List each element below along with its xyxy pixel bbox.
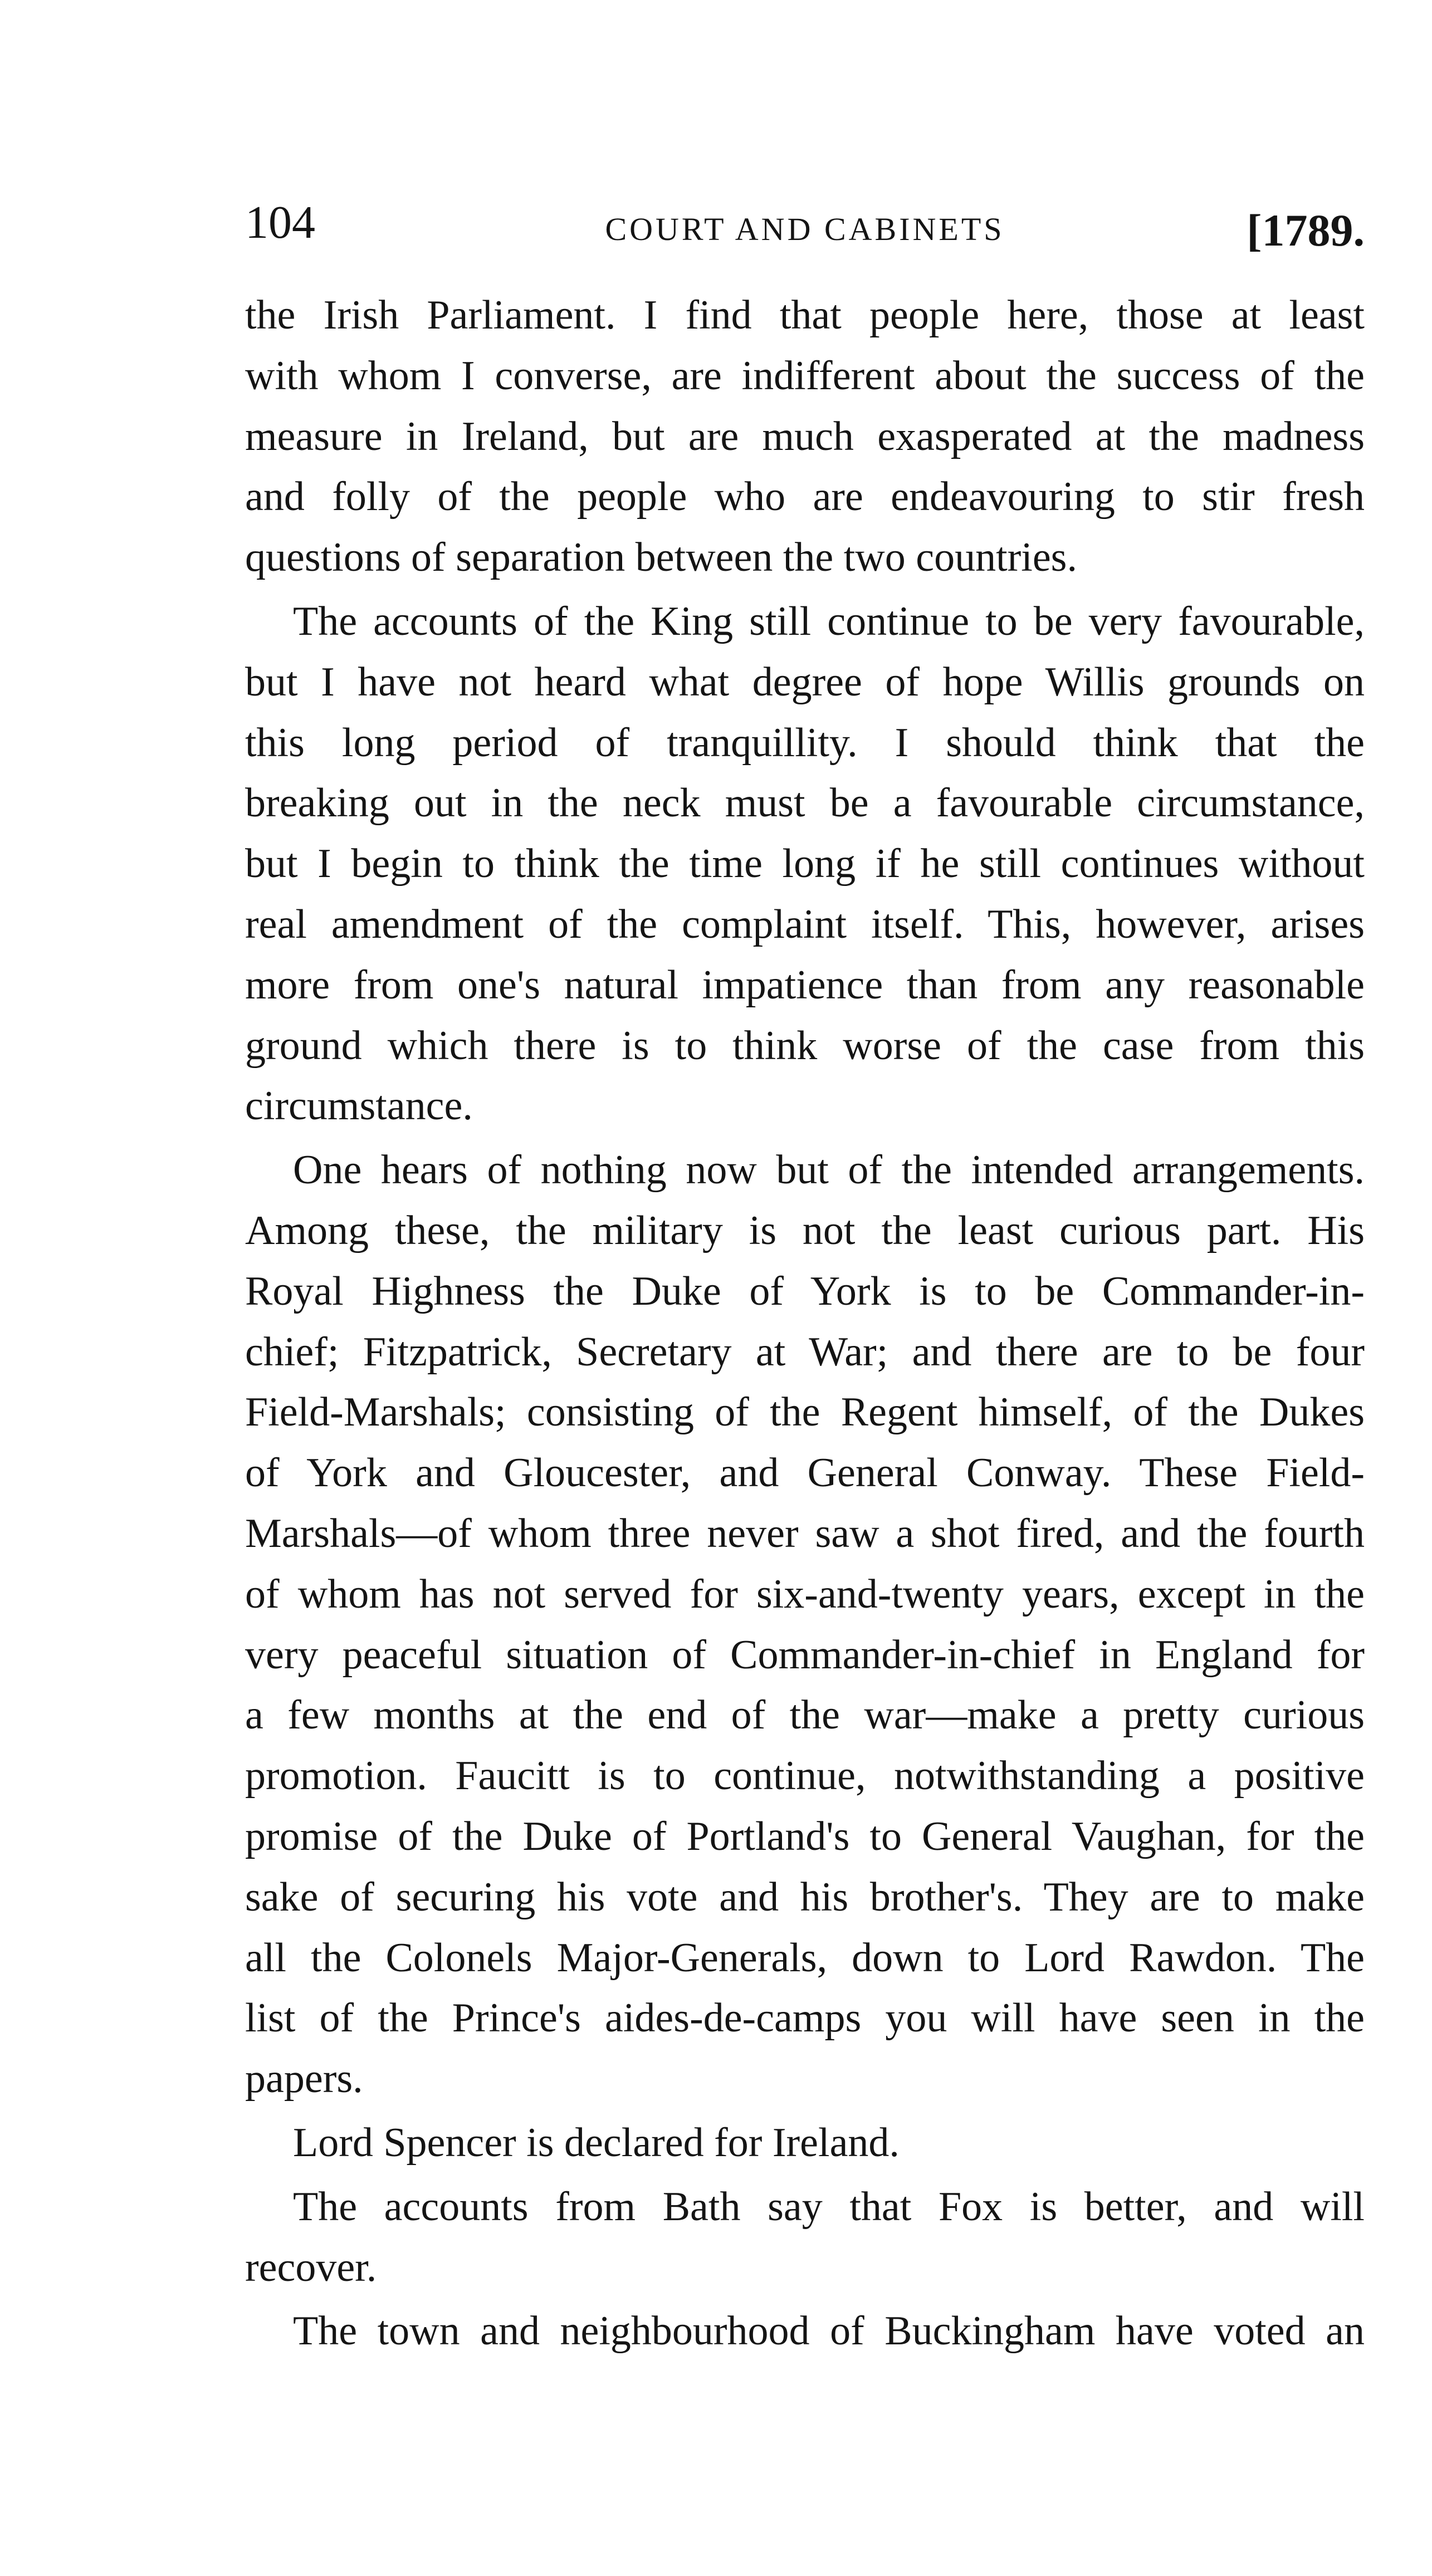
- text-line: The town and neighbourhood of Buckingham have voted an: [293, 2308, 1365, 2354]
- text-line: The accounts of the King still continue to be very favourable,: [293, 598, 1365, 644]
- text-line: Among these, the military is not the least curious part. His: [245, 1207, 1365, 1253]
- text-line: questions of separation between the two countries.: [245, 535, 1077, 581]
- text-line: promise of the Duke of Portland's to General Vaughan, for the: [245, 1813, 1365, 1859]
- year-marker: [1789.: [1247, 205, 1365, 256]
- text-line: and folly of the people who are endeavouring to stir fresh: [245, 474, 1365, 520]
- body-text: [245, 285, 1365, 2365]
- paragraph-1: [245, 285, 1365, 588]
- text-line: real amendment of the complaint itself. This, however, arises: [245, 901, 1365, 947]
- running-head: [245, 195, 1365, 262]
- text-line: Field-Marshals; consisting of the Regent himself, of the Dukes: [245, 1389, 1365, 1436]
- text-line: ground which there is to think worse of the case from this: [245, 1022, 1365, 1069]
- text-line: sake of securing his vote and his brother's. They are to make: [245, 1874, 1365, 1920]
- paragraph-3: [245, 1140, 1365, 2109]
- text-line: papers.: [245, 2056, 363, 2102]
- text-line: very peaceful situation of Commander-in-chief in England for: [245, 1632, 1365, 1678]
- text-line: list of the Prince's aides-de-camps you will have seen in the: [245, 1995, 1365, 2041]
- text-line: but I have not heard what degree of hope Willis grounds on: [245, 659, 1365, 705]
- text-line: Royal Highness the Duke of York is to be Commander-in-: [245, 1268, 1365, 1314]
- text-line: but I begin to think the time long if he still continues without: [245, 841, 1365, 887]
- text-line: One hears of nothing now but of the intended arrangements.: [293, 1147, 1365, 1193]
- text-line: more from one's natural impatience than from any reasonable: [245, 962, 1365, 1008]
- text-line: the Irish Parliament. I find that people here, those at least: [245, 292, 1365, 338]
- text-line: with whom I converse, are indifferent about the success of the: [245, 352, 1365, 399]
- text-line: breaking out in the neck must be a favourable circumstance,: [245, 780, 1365, 826]
- text-line: The accounts from Bath say that Fox is better, and will: [293, 2183, 1365, 2230]
- paragraph-2: [245, 591, 1365, 1137]
- text-line: of York and Gloucester, and General Conway. These Field-: [245, 1450, 1365, 1496]
- text-line: promotion. Faucitt is to continue, notwithstanding a positive: [245, 1753, 1365, 1799]
- text-line: measure in Ireland, but are much exasperated at the madness: [245, 413, 1365, 459]
- text-line: chief; Fitzpatrick, Secretary at War; and there are to be four: [245, 1329, 1365, 1375]
- paragraph-4: [245, 2113, 1365, 2173]
- running-title: COURT AND CABINETS: [605, 211, 1005, 247]
- text-line: Marshals—of whom three never saw a shot fired, and the fourth: [245, 1510, 1365, 1556]
- text-line: all the Colonels Major-Generals, down to Lord Rawdon. The: [245, 1935, 1365, 1981]
- paragraph-5: [245, 2177, 1365, 2298]
- text-line: a few months at the end of the war—make a pretty curious: [245, 1692, 1365, 1738]
- page-number: 104: [245, 197, 315, 248]
- text-line: recover.: [245, 2244, 377, 2290]
- text-line: circumstance.: [245, 1083, 473, 1129]
- text-line: this long period of tranquillity. I should think that the: [245, 719, 1365, 766]
- paragraph-6: [245, 2301, 1365, 2362]
- text-line: Lord Spencer is declared for Ireland.: [293, 2119, 900, 2166]
- text-line: of whom has not served for six-and-twenty years, except in the: [245, 1571, 1365, 1617]
